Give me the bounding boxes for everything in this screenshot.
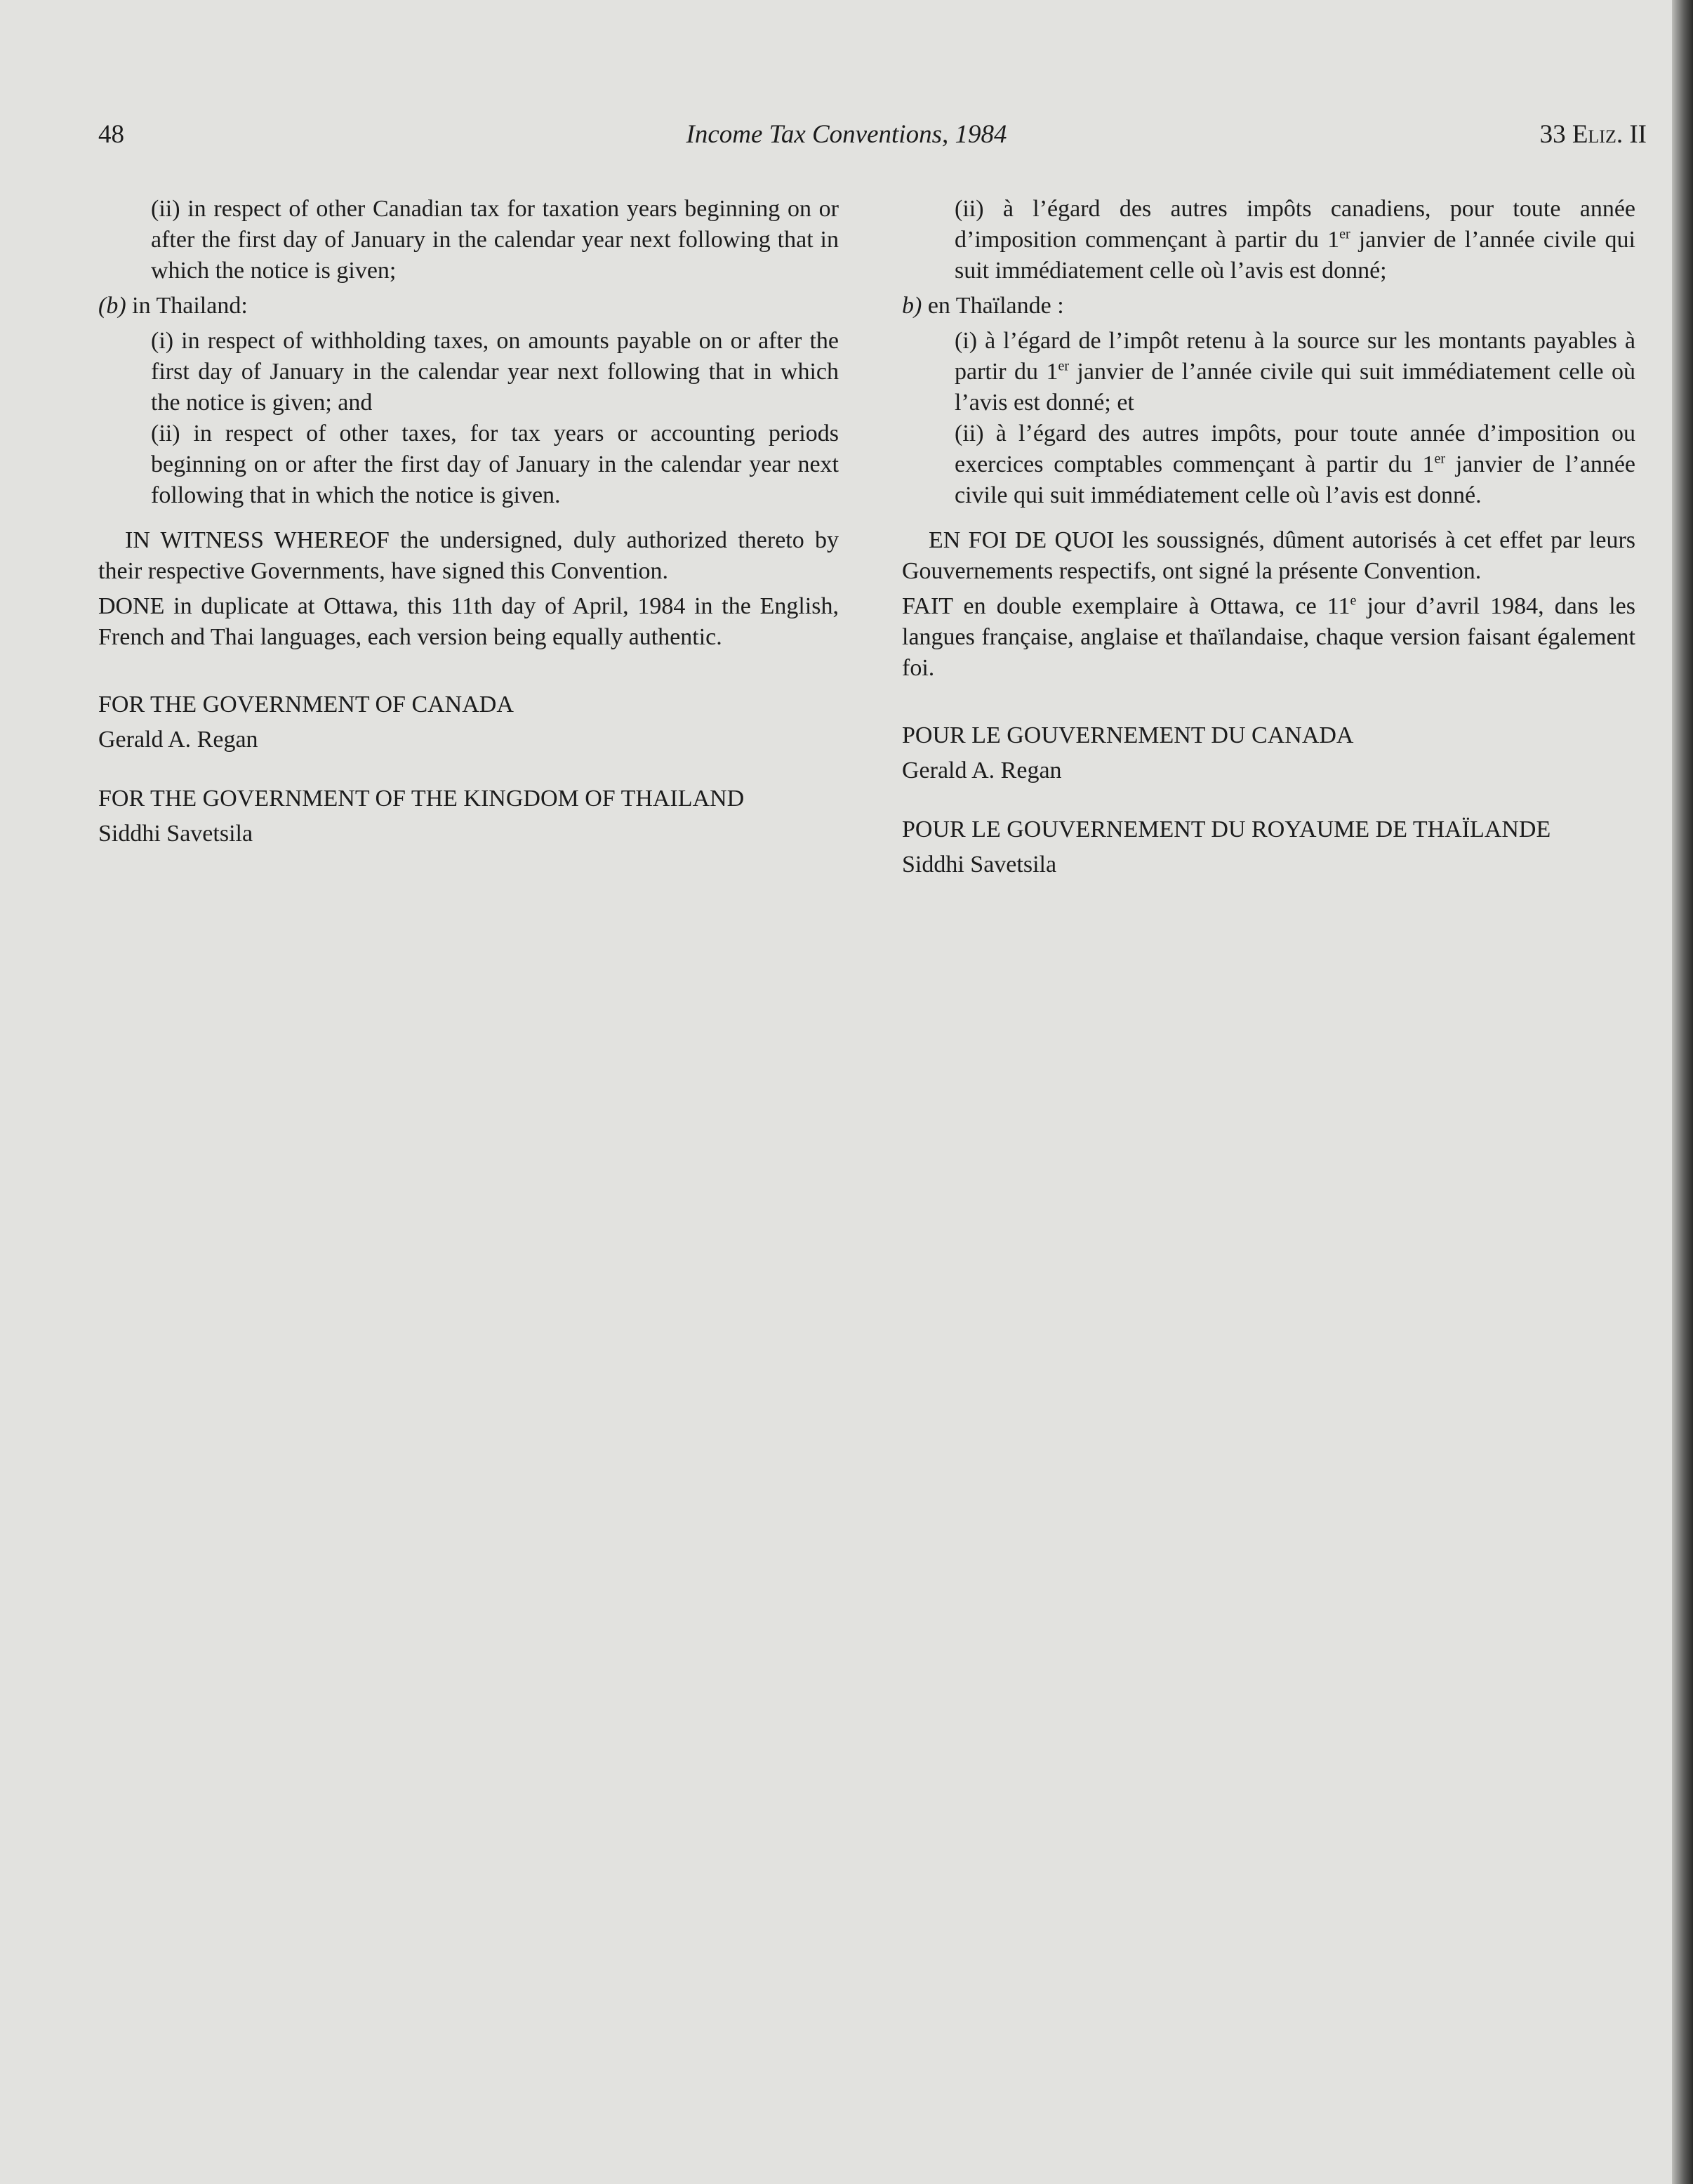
signatory-name-thailand-fr: Siddhi Savetsila	[902, 852, 1057, 878]
regnal-year: 33 Eliz. II	[1539, 120, 1647, 149]
clause-b-ii: (ii) in respect of other taxes, for tax years or accounting periods beginning on or after the first day of January in the calendar year next following that in which the notice is given.	[151, 421, 839, 508]
superscript: er	[1339, 226, 1350, 242]
french-column	[902, 194, 1635, 880]
page-number: 48	[98, 120, 124, 149]
page-edge-shadow	[1672, 0, 1693, 2184]
clause-b-fr	[902, 291, 1635, 322]
text-run: jour d’avril 1984, dans les langues française, anglaise et thaïlandaise, chaque version faisant également foi.	[902, 593, 1635, 681]
signatory-name-canada-fr: Gerald A. Regan	[902, 757, 1062, 783]
clause-b-text: in Thailand:	[126, 293, 248, 319]
running-title: Income Tax Conventions, 1984	[686, 120, 1007, 149]
text-run: janvier de l’année civile qui suit immédiatement celle où l’avis est donné;	[955, 227, 1635, 284]
clause-a-ii: (ii) in respect of other Canadian tax for taxation years beginning on or after the first day of January in the calendar year next following that in which the notice is given;	[151, 196, 839, 284]
clause-b-ii-fr	[955, 418, 1635, 511]
text-run: janvier de l’année civile qui suit immédiatement celle où l’avis est donné.	[955, 451, 1636, 508]
superscript: e	[1350, 593, 1357, 609]
done-paragraph-fr	[902, 591, 1635, 684]
clause-b	[98, 291, 839, 322]
signature-heading-canada-fr: POUR LE GOUVERNEMENT DU CANADA	[902, 722, 1354, 748]
superscript: er	[1058, 358, 1069, 374]
clause-a-ii-fr	[955, 194, 1635, 286]
text-run: (ii) à l’égard des autres impôts, pour toute année d’imposition ou exercices comptables commençant à partir du 1	[955, 421, 1635, 477]
signature-heading-canada: FOR THE GOVERNMENT OF CANADA	[98, 691, 514, 717]
text-run: FAIT en double exemplaire à Ottawa, ce 11	[902, 593, 1350, 619]
clause-b-i-fr	[955, 326, 1635, 418]
clause-b-text-fr: en Thaïlande :	[922, 293, 1064, 319]
signatory-name-thailand: Siddhi Savetsila	[98, 821, 253, 847]
clause-b-i: (i) in respect of withholding taxes, on amounts payable on or after the first day of January in the calendar year next following that in which the notice is given; and	[151, 328, 839, 416]
signature-heading-thailand: FOR THE GOVERNMENT OF THE KINGDOM OF THAILAND	[98, 786, 745, 812]
witness-paragraph-fr: EN FOI DE QUOI les soussignés, dûment autorisés à cet effet par leurs Gouvernements respectifs, ont signé la présente Convention.	[902, 527, 1635, 584]
clause-b-label-fr: b)	[902, 293, 922, 319]
signature-heading-thailand-fr: POUR LE GOUVERNEMENT DU ROYAUME DE THAÏLANDE	[902, 816, 1551, 842]
text-run: (ii) à l’égard des autres impôts canadiens, pour toute année d’imposition commençant à partir du 1	[955, 196, 1635, 253]
text-run: (i) à l’égard de l’impôt retenu à la source sur les montants payables à partir du 1	[955, 328, 1635, 385]
superscript: er	[1434, 451, 1446, 467]
signatory-name-canada: Gerald A. Regan	[98, 727, 258, 753]
done-paragraph: DONE in duplicate at Ottawa, this 11th day of April, 1984 in the English, French and Thai languages, each version being equally authentic.	[98, 593, 839, 650]
text-run: janvier de l’année civile qui suit immédiatement celle où l’avis est donné; et	[955, 359, 1635, 416]
clause-b-label: (b)	[98, 293, 126, 319]
witness-paragraph: IN WITNESS WHEREOF the undersigned, duly authorized thereto by their respective Governments, have signed this Convention.	[98, 527, 839, 584]
english-column	[98, 194, 839, 849]
